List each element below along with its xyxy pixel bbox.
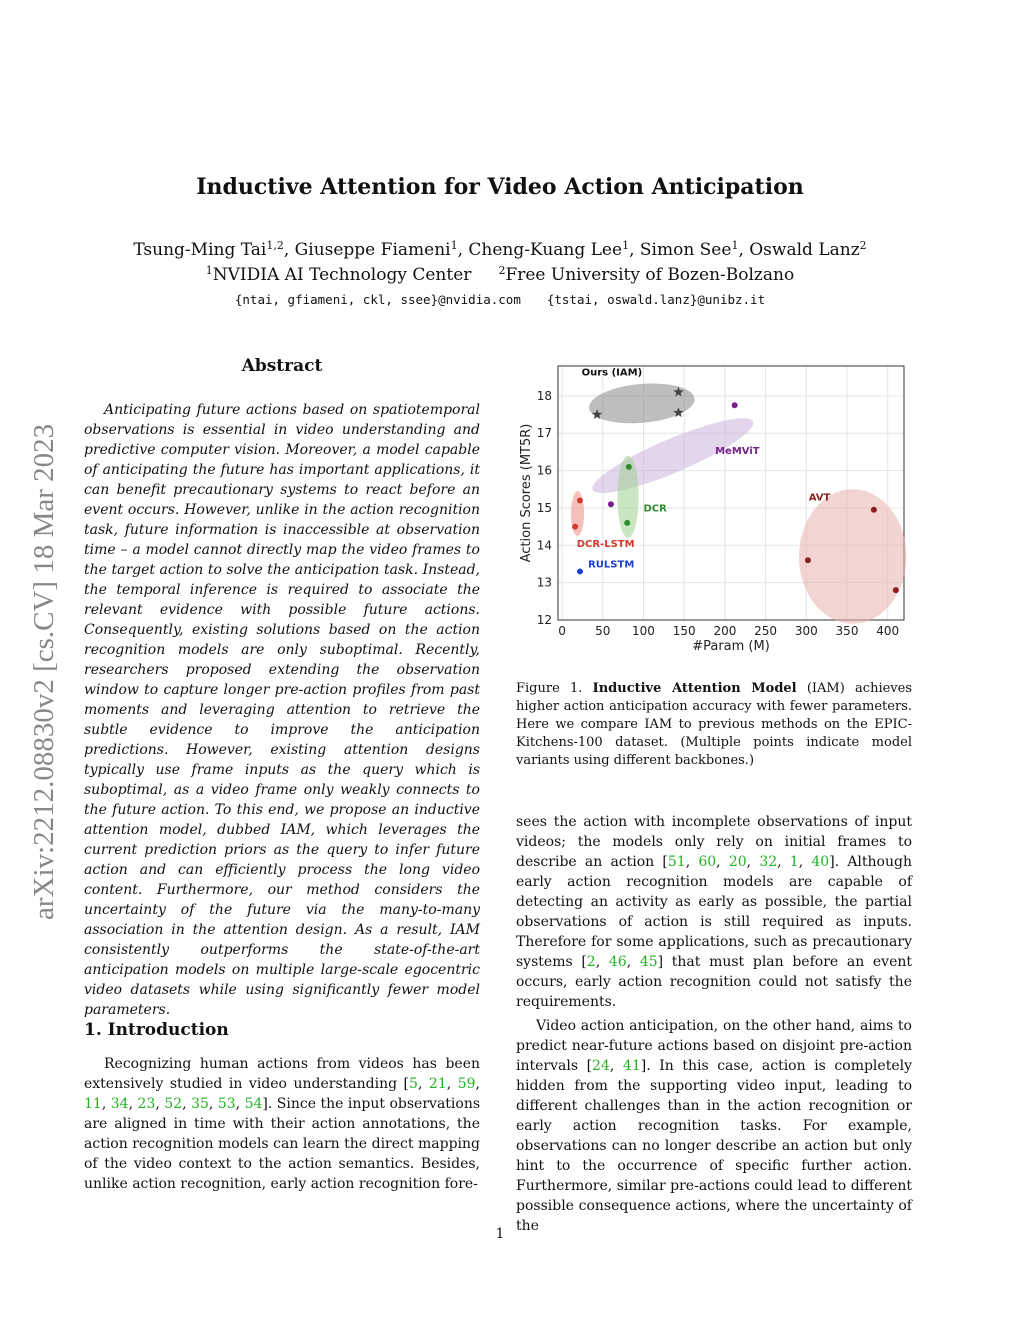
x-tick-label: 200 bbox=[713, 624, 737, 638]
series-label: DCR-LSTM bbox=[576, 539, 635, 551]
series-label: Ours (IAM) bbox=[581, 367, 643, 379]
affiliations: $^1$NVIDIA AI Technology Center $^2$Free University of Bozen-Bolzano bbox=[205, 264, 795, 285]
citation-link[interactable]: 5 bbox=[409, 1076, 418, 1092]
data-point bbox=[572, 524, 578, 530]
x-tick-label: 300 bbox=[794, 624, 818, 638]
citation-link[interactable]: 53 bbox=[217, 1096, 236, 1112]
citation-link[interactable]: 1 bbox=[789, 854, 799, 870]
y-tick-label: 17 bbox=[536, 426, 552, 441]
citation-link[interactable]: 40 bbox=[811, 854, 830, 870]
x-tick-label: 400 bbox=[876, 624, 900, 638]
y-tick-label: 15 bbox=[536, 500, 552, 515]
citation-link[interactable]: 35 bbox=[191, 1096, 209, 1112]
page-number: 1 bbox=[495, 1226, 505, 1242]
y-tick-label: 16 bbox=[536, 463, 552, 478]
x-tick-label: 50 bbox=[595, 624, 611, 638]
x-axis-label: #Param (M) bbox=[692, 639, 770, 654]
group-ellipse bbox=[571, 491, 584, 536]
data-point bbox=[577, 497, 583, 503]
email-unibz: {tstai, oswald.lanz}@unibz.it bbox=[546, 292, 766, 307]
data-point bbox=[893, 587, 899, 593]
citation-link[interactable]: 32 bbox=[759, 854, 778, 870]
data-point bbox=[577, 568, 583, 574]
data-point bbox=[732, 402, 738, 408]
y-tick-label: 12 bbox=[536, 613, 552, 627]
data-point bbox=[626, 464, 632, 470]
citation-link[interactable]: 59 bbox=[457, 1076, 476, 1092]
author-list bbox=[0, 240, 1000, 260]
y-tick-label: 13 bbox=[536, 575, 552, 590]
y-axis-label: Action Scores (MT5R) bbox=[519, 423, 534, 563]
citation-link[interactable]: 34 bbox=[110, 1096, 129, 1112]
citation-link[interactable]: 51 bbox=[667, 854, 686, 870]
data-point bbox=[805, 557, 811, 563]
citation-link[interactable]: 60 bbox=[698, 854, 717, 870]
figure-caption: Figure 1. Inductive Attention Model (IAM) achieves higher action anticipation accuracy with fewer parameters. Here we compare IAM to previous methods on the EPIC-Kitchens-100 dataset. (Multiple points indicate model variants using different backbones.) bbox=[516, 681, 912, 768]
series-label: RULSTM bbox=[588, 559, 635, 571]
series-label: DCR bbox=[643, 503, 667, 515]
data-point bbox=[608, 501, 614, 507]
arxiv-watermark: arXiv:2212.08830v2 [cs.CV] 18 Mar 2023 bbox=[28, 423, 60, 920]
right-column-text bbox=[516, 812, 912, 1240]
y-tick-label: 18 bbox=[536, 388, 552, 403]
series-label: AVT bbox=[808, 492, 831, 504]
citation-link[interactable]: 24 bbox=[592, 1058, 610, 1074]
group-ellipse bbox=[587, 379, 696, 427]
paragraph: Video action anticipation, on the other hand, aims to predict near-future actions based on disjoint pre-action intervals [24, 41]. In this case, action is completely hidden from the supporting video input, leading to different challenges than in the action recognition or early action recognition tasks. For example, observations can no longer describe an action but only hint to the occurrence of specific further action. Furthermore, similar pre-actions could lead to different possible consequence actions, where the uncertainty of the bbox=[516, 1018, 912, 1234]
author: , Cheng-Kuang Lee$^1$ bbox=[458, 240, 629, 260]
email-nvidia: {ntai, gfiameni, ckl, ssee}@nvidia.com bbox=[234, 292, 521, 307]
x-tick-label: 100 bbox=[632, 624, 655, 638]
citation-link[interactable]: 45 bbox=[639, 954, 658, 970]
x-tick-label: 250 bbox=[754, 624, 778, 638]
citation-link[interactable]: 54 bbox=[244, 1096, 263, 1112]
data-point bbox=[624, 520, 630, 526]
author: , Simon See$^1$ bbox=[629, 240, 738, 260]
x-tick-label: 0 bbox=[558, 624, 566, 638]
abstract-heading: Abstract bbox=[241, 356, 323, 376]
author: , Oswald Lanz$^2$ bbox=[738, 240, 866, 260]
intro-paragraph: Recognizing human actions from videos has been extensively studied in video understanding [5, 21, 59, 11, 34, 23, 52, 35, 53, 54]. Since the input observations are aligned in time with their action annotations, the action recognition models can learn the direct mapping of the video context to the action semantics. Besides, unlike action recognition, early action recognition fore- bbox=[84, 1056, 481, 1192]
citation-link[interactable]: 11 bbox=[84, 1096, 102, 1112]
citation-link[interactable]: 20 bbox=[728, 854, 747, 870]
citation-link[interactable]: 41 bbox=[622, 1058, 641, 1074]
paragraph: sees the action with incomplete observations of input videos; the models only rely on initial frames to describe an action [51, 60, 20, 32, 1, 40]. Although early action recognition models are capable of detecting an activity as early as possible, the partial observations of action is still required as inputs. Therefore for some applications, such as precautionary systems [2, 46, 45] that must plan before an event occurs, early action recognition could not satisfy the requirements. bbox=[516, 814, 913, 1010]
citation-link[interactable]: 52 bbox=[164, 1096, 183, 1112]
author: , Giuseppe Fiameni$^1$ bbox=[284, 240, 458, 260]
citation-link[interactable]: 2 bbox=[586, 954, 596, 970]
emails bbox=[0, 292, 1000, 307]
citation-link[interactable]: 23 bbox=[137, 1096, 156, 1112]
citation-link[interactable]: 46 bbox=[608, 954, 627, 970]
intro-heading: 1. Introduction bbox=[84, 1020, 229, 1040]
x-tick-label: 150 bbox=[672, 624, 696, 638]
y-tick-label: 14 bbox=[536, 538, 552, 553]
x-tick-label: 350 bbox=[835, 624, 859, 638]
data-point bbox=[871, 507, 877, 513]
series-label: MeMViT bbox=[715, 445, 760, 457]
group-ellipse bbox=[799, 489, 906, 623]
citation-link[interactable]: 21 bbox=[428, 1076, 447, 1092]
abstract-body: Anticipating future actions based on spatiotemporal observations is essential in video understanding and predictive computer vision. Moreover, a model capable of anticipating the future has important applications, it can benefit precautionary systems to react before an event occurs. However, unlike in the action recognition task, future information is inaccessible at observation time – a model cannot directly map the video frames to the target action to solve the anticipation task. Instead, the temporal inference is required to associate the relevant evidence with possible future actions. Consequently, existing solutions based on the action recognition models are only suboptimal. Recently, researchers proposed extending the observation window to capture longer pre-action profiles from past moments and leveraging attention to retrieve the subtle evidence to improve the anticipation predictions. However, existing attention designs typically use frame inputs as the query which is suboptimal, as a video frame only weakly connects to the future action. To this end, we propose an inductive attention model, dubbed IAM, which leverages the current prediction priors as the query to infer future action and can efficiently process the long video content. Furthermore, our method considers the uncertainty of the future via the many-to-many association in the attention design. As a result, IAM consistently outperforms the state-of-the-art anticipation models on multiple large-scale egocentric video datasets while using significantly fewer model parameters. bbox=[84, 402, 480, 1018]
figure-1-chart bbox=[516, 358, 912, 662]
author: Tsung-Ming Tai$^{1,2}$ bbox=[133, 239, 284, 260]
paper-title: Inductive Attention for Video Action Anticipation bbox=[196, 174, 804, 200]
